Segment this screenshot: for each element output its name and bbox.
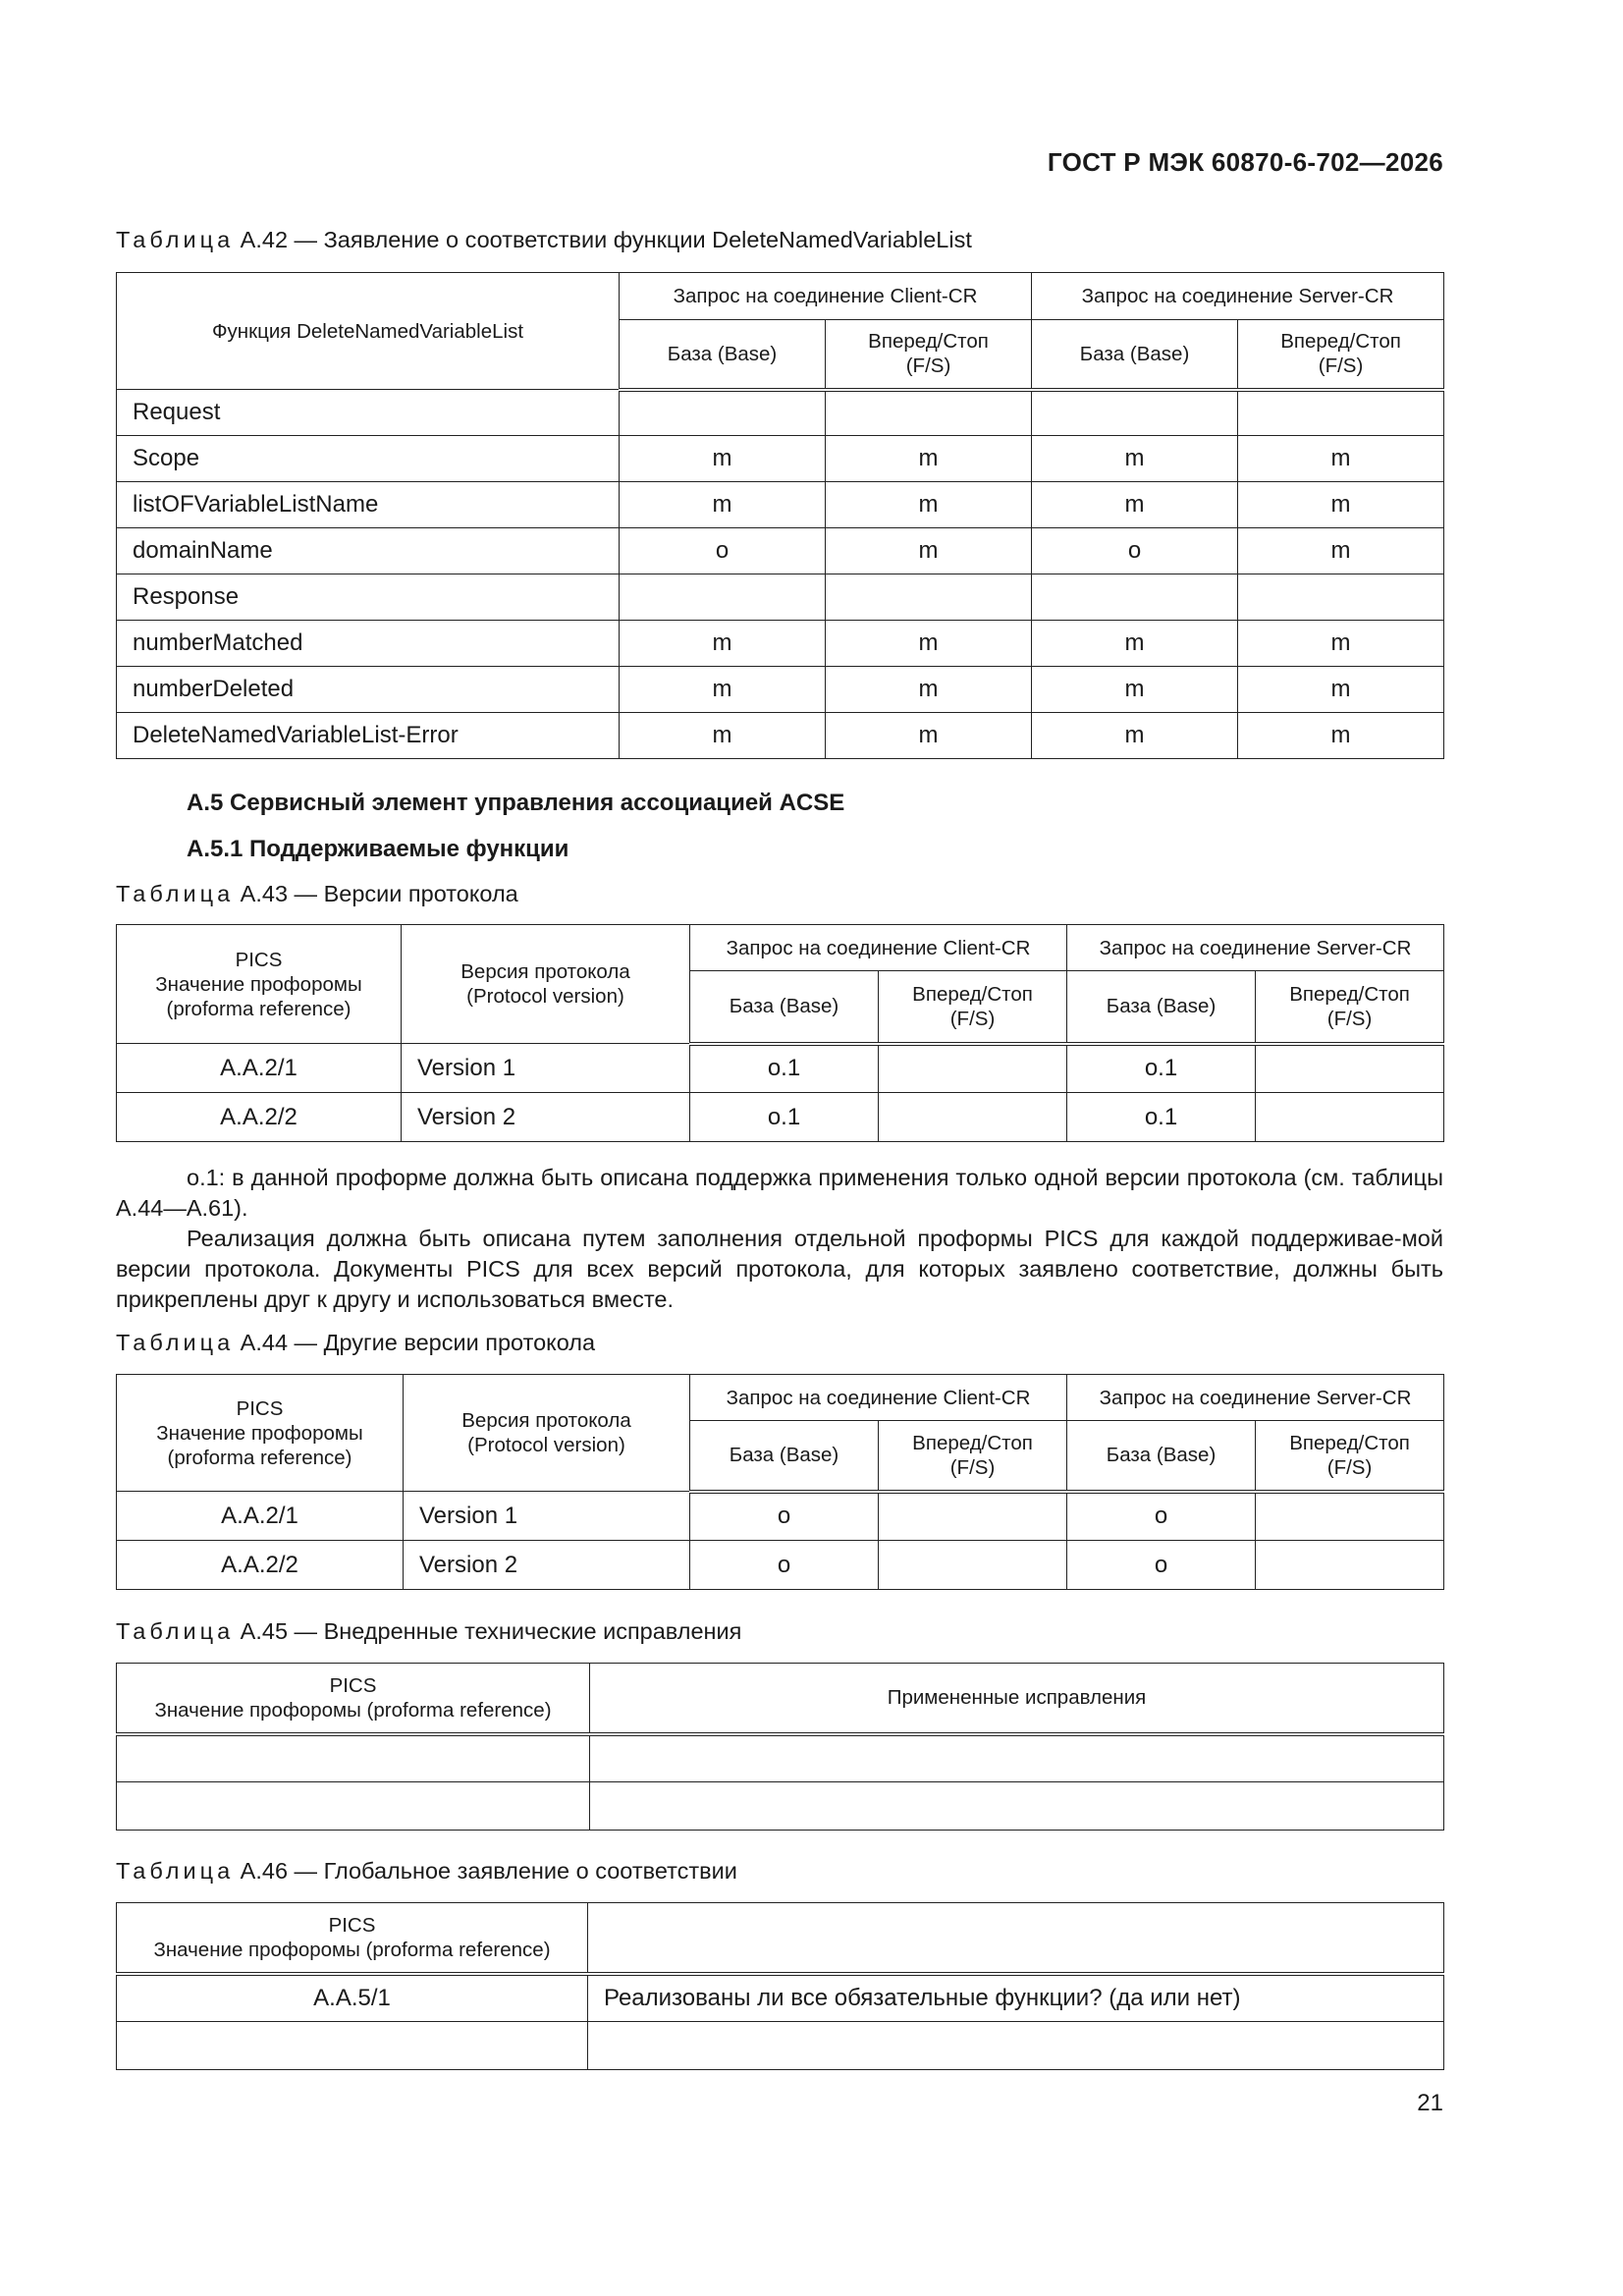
col-header-base: База (Base) (1032, 320, 1238, 390)
caption-word: Таблица (116, 1858, 235, 1884)
table-a44-caption (116, 1330, 595, 1356)
caption-text: А.44 — Другие версии протокола (234, 1330, 596, 1355)
row-label: numberMatched (117, 621, 620, 667)
col-header-protocol-version: Версия протокола (Protocol version) (404, 1375, 690, 1492)
caption-text: А.45 — Внедренные технические исправления (234, 1618, 742, 1644)
col-header-pics: PICS Значение профоромы (proforma reference) (117, 925, 402, 1044)
col-header-protocol-version: Версия протокола (Protocol version) (402, 925, 690, 1044)
table-a42-caption (116, 227, 972, 253)
table-row: А.А.2/1 Version 1 o.1 o.1 (117, 1044, 1444, 1093)
caption-word: Таблица (116, 881, 235, 906)
table-a44 (116, 1374, 1444, 1590)
caption-text: А.42 — Заявление о соответствии функции DeleteNamedVariableList (234, 227, 972, 252)
col-group-server: Запрос на соединение Server-CR (1032, 273, 1444, 320)
row-label: Request (117, 390, 620, 436)
caption-text: А.43 — Версии протокола (234, 881, 518, 906)
col-header-fs: Вперед/Стоп (F/S) (879, 971, 1067, 1044)
note-o1 (116, 1163, 1443, 1315)
table-row: DeleteNamedVariableList-Error m m m m (117, 713, 1444, 759)
page-number: 21 (1417, 2090, 1443, 2116)
col-header-function: Функция DeleteNamedVariableList (117, 273, 620, 390)
row-label: Scope (117, 436, 620, 482)
col-header-fs: Вперед/Стоп (F/S) (1238, 320, 1444, 390)
col-group-client: Запрос на соединение Client-CR (690, 925, 1067, 971)
table-row: numberDeleted m m m m (117, 667, 1444, 713)
table-row (117, 2022, 1444, 2070)
note-paragraph: Реализация должна быть описана путем заполнения отдельной проформы PICS для каждой поддерживае-мой версии протокола. Документы PICS для всех версий протокола, для которых заявлено соответствие, должны быть прикреплены друг к другу и использоваться вместе. (116, 1226, 1443, 1312)
standard-code: ГОСТ Р МЭК 60870-6-702—2026 (1047, 147, 1443, 177)
col-header-right (588, 1903, 1444, 1974)
col-header-base: База (Base) (690, 971, 879, 1044)
table-a42 (116, 272, 1444, 759)
section-heading-a5: А.5 Сервисный элемент управления ассоциацией ACSE (187, 790, 845, 816)
table-a43-caption (116, 881, 518, 907)
table-a46-caption (116, 1858, 737, 1885)
row-label: DeleteNamedVariableList-Error (117, 713, 620, 759)
col-header-pics: PICS Значение профоромы (proforma reference) (117, 1903, 588, 1974)
table-a45 (116, 1663, 1444, 1831)
table-a45-caption (116, 1618, 741, 1645)
col-group-server: Запрос на соединение Server-CR (1067, 1375, 1444, 1421)
col-header-base: База (Base) (690, 1421, 879, 1492)
col-group-server: Запрос на соединение Server-CR (1067, 925, 1444, 971)
row-label: Response (117, 574, 620, 621)
col-header-fs: Вперед/Стоп (F/S) (879, 1421, 1067, 1492)
row-label: domainName (117, 528, 620, 574)
table-row: А.А.2/2 Version 2 o o (117, 1541, 1444, 1590)
caption-word: Таблица (116, 1330, 235, 1355)
table-a46 (116, 1902, 1444, 2070)
table-row: domainName o m o m (117, 528, 1444, 574)
table-a43 (116, 924, 1444, 1142)
section-heading-a51: А.5.1 Поддерживаемые функции (187, 836, 569, 862)
row-label: numberDeleted (117, 667, 620, 713)
row-label: listOFVariableListName (117, 482, 620, 528)
table-row: listOFVariableListName m m m m (117, 482, 1444, 528)
table-row: numberMatched m m m m (117, 621, 1444, 667)
col-group-client: Запрос на соединение Client-CR (690, 1375, 1067, 1421)
col-header-fs: Вперед/Стоп (F/S) (1256, 1421, 1444, 1492)
caption-word: Таблица (116, 227, 235, 252)
table-row: Scope m m m m (117, 436, 1444, 482)
col-header-base: База (Base) (1067, 1421, 1256, 1492)
col-group-client: Запрос на соединение Client-CR (620, 273, 1032, 320)
col-header-fs: Вперед/Стоп (F/S) (826, 320, 1032, 390)
table-row: А.А.5/1 Реализованы ли все обязательные функции? (да или нет) (117, 1974, 1444, 2022)
table-row (117, 1782, 1444, 1831)
col-header-pics: PICS Значение профоромы (proforma reference) (117, 1375, 404, 1492)
caption-word: Таблица (116, 1618, 235, 1644)
col-header-fs: Вперед/Стоп (F/S) (1256, 971, 1444, 1044)
note-paragraph: о.1: в данной проформе должна быть описана поддержка применения только одной версии протокола (см. таблицы А.44—А.61). (116, 1165, 1443, 1221)
col-header-applied-fixes: Примененные исправления (590, 1664, 1444, 1734)
col-header-base: База (Base) (1067, 971, 1256, 1044)
table-row: А.А.2/1 Version 1 o o (117, 1492, 1444, 1541)
table-row (117, 390, 1444, 436)
table-row: А.А.2/2 Version 2 o.1 o.1 (117, 1093, 1444, 1142)
table-row (117, 574, 1444, 621)
col-header-pics: PICS Значение профоромы (proforma reference) (117, 1664, 590, 1734)
caption-text: А.46 — Глобальное заявление о соответствии (234, 1858, 737, 1884)
col-header-base: База (Base) (620, 320, 826, 390)
table-row (117, 1734, 1444, 1782)
